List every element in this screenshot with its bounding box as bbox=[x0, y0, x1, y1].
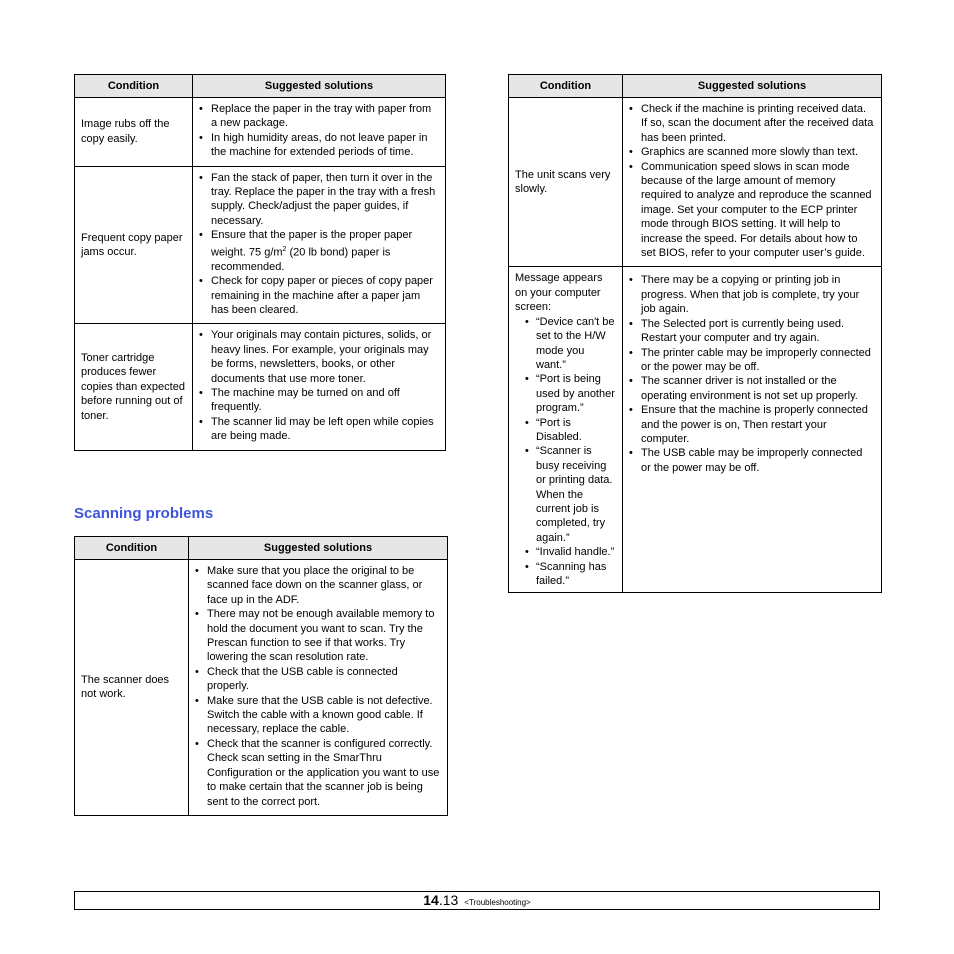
superscript: 2 bbox=[282, 245, 287, 253]
solutions-cell bbox=[623, 267, 882, 593]
solution-item: • Ensure that the machine is properly connected and the power is on, Then restart your computer. bbox=[629, 403, 875, 446]
solutions-cell bbox=[189, 560, 448, 816]
solutions-cell bbox=[193, 166, 446, 324]
solution-item: • Check for copy paper or pieces of copy paper remaining in the machine after a paper jam has been cleared. bbox=[199, 274, 439, 317]
solution-item: • Check that the USB cable is connected properly. bbox=[195, 665, 441, 694]
error-message-item: • “Device can't be set to the H/W mode you want.” bbox=[525, 315, 616, 373]
solutions-cell bbox=[193, 98, 446, 167]
table-row bbox=[75, 324, 446, 450]
solutions-header: Suggested solutions bbox=[623, 75, 882, 98]
error-message-item: • “Scanning has failed.” bbox=[525, 560, 616, 589]
condition-cell: The scanner does not work. bbox=[75, 560, 189, 816]
table-row bbox=[75, 166, 446, 324]
solution-item: • The Selected port is currently being used. Restart your computer and try again. bbox=[629, 317, 875, 346]
solution-item: • The scanner lid may be left open while copies are being made. bbox=[199, 415, 439, 444]
chapter-number: 14 bbox=[423, 892, 439, 908]
condition-header: Condition bbox=[509, 75, 623, 98]
solution-item: • The printer cable may be improperly connected or the power may be off. bbox=[629, 346, 875, 375]
condition-header: Condition bbox=[75, 537, 189, 560]
section-label: <Troubleshooting> bbox=[464, 898, 531, 907]
solution-item: • Make sure that you place the original to be scanned face down on the scanner glass, or face up in the ADF. bbox=[195, 564, 441, 607]
page-footer bbox=[74, 891, 880, 910]
condition-cell: The unit scans very slowly. bbox=[509, 98, 623, 267]
table-header-row bbox=[75, 75, 446, 98]
table-row bbox=[75, 560, 448, 816]
solutions-header: Suggested solutions bbox=[193, 75, 446, 98]
table-row bbox=[509, 267, 882, 593]
page-number bbox=[423, 892, 458, 908]
page-index: .13 bbox=[438, 892, 459, 908]
solutions-cell bbox=[193, 324, 446, 450]
solutions-header: Suggested solutions bbox=[189, 537, 448, 560]
copy-problems-table bbox=[74, 74, 446, 451]
table-row bbox=[75, 98, 446, 167]
solution-list bbox=[199, 102, 439, 160]
table-row bbox=[509, 98, 882, 267]
error-message-list bbox=[515, 315, 616, 589]
solution-list bbox=[199, 171, 439, 318]
solution-item: • Check if the machine is printing received data. If so, scan the document after the received data has been printed. bbox=[629, 102, 875, 145]
scanning-problems-table-continued bbox=[508, 74, 882, 593]
condition-text: Message appears on your computer screen: bbox=[515, 272, 603, 314]
solution-item: • The scanner driver is not installed or the operating environment is not set up properly. bbox=[629, 374, 875, 403]
section-heading: Scanning problems bbox=[74, 505, 214, 522]
solution-item: • Fan the stack of paper, then turn it over in the tray. Replace the paper in the tray with a fresh supply. Check/adjust the paper guides, if necessary. bbox=[199, 171, 439, 229]
solution-item: • There may be a copying or printing job in progress. When that job is complete, try your job again. bbox=[629, 273, 875, 316]
condition-header: Condition bbox=[75, 75, 193, 98]
condition-cell: Toner cartridge produces fewer copies than expected before running out of toner. bbox=[75, 324, 193, 450]
error-message-item: • “Port is being used by another program.” bbox=[525, 372, 616, 415]
solution-text: (20 lb bond) paper is recommended. bbox=[211, 246, 391, 273]
solution-item bbox=[199, 228, 439, 274]
solution-item: • Communication speed slows in scan mode because of the large amount of memory required to analyze and reproduce the scanned image. Set your computer to the ECP printer mode through BIOS setting. It will help to increase the speed. For details about how to set BIOS, refer to your computer user’s guide. bbox=[629, 160, 875, 261]
solution-item: • In high humidity areas, do not leave paper in the machine for extended periods of time. bbox=[199, 131, 439, 160]
solution-item: • Make sure that the USB cable is not defective. Switch the cable with a known good cable. If necessary, replace the cable. bbox=[195, 694, 441, 737]
error-message-item: • “Scanner is busy receiving or printing data. When the current job is completed, try again.” bbox=[525, 444, 616, 545]
solution-item: • Your originals may contain pictures, solids, or heavy lines. For example, your originals may be forms, newsletters, books, or other documents that use more toner. bbox=[199, 328, 439, 386]
solution-item: • There may not be enough available memory to hold the document you want to scan. Try the Prescan function to see if that works. Try lowering the scan resolution rate. bbox=[195, 607, 441, 665]
solution-list bbox=[629, 273, 875, 475]
solutions-cell bbox=[623, 98, 882, 267]
solution-item: • Check that the scanner is configured correctly. Check scan setting in the SmarThru Configuration or the application you want to use to make certain that the scanner job is being sent to the correct port. bbox=[195, 737, 441, 809]
solution-item: • The USB cable may be improperly connected or the power may be off. bbox=[629, 446, 875, 475]
condition-cell bbox=[509, 267, 623, 593]
solution-list bbox=[195, 564, 441, 809]
table-header-row bbox=[75, 537, 448, 560]
solution-list bbox=[199, 328, 439, 443]
solution-text: Ensure that the paper is the proper paper weight. 75 g/m bbox=[211, 229, 413, 259]
condition-cell: Image rubs off the copy easily. bbox=[75, 98, 193, 167]
scanning-problems-table bbox=[74, 536, 448, 816]
table-header-row bbox=[509, 75, 882, 98]
solution-item: • The machine may be turned on and off frequently. bbox=[199, 386, 439, 415]
error-message-item: • “Port is Disabled. bbox=[525, 416, 616, 445]
solution-item: • Replace the paper in the tray with paper from a new package. bbox=[199, 102, 439, 131]
solution-list bbox=[629, 102, 875, 260]
condition-cell: Frequent copy paper jams occur. bbox=[75, 166, 193, 324]
solution-item: • Graphics are scanned more slowly than text. bbox=[629, 145, 875, 159]
error-message-item: • “Invalid handle.” bbox=[525, 545, 616, 559]
